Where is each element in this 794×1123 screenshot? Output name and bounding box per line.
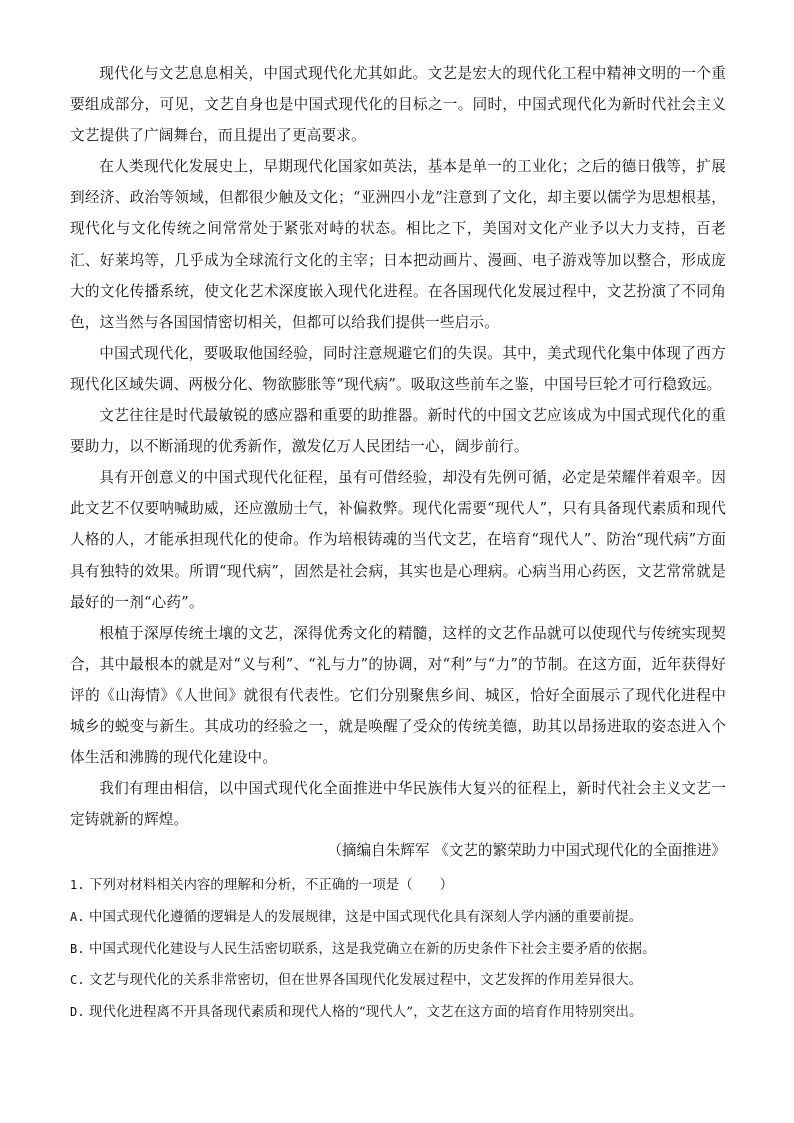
option-d	[70, 997, 726, 1029]
paragraph-2: 在人类现代化发展史上，早期现代化国家如英法，基本是单一的工业化；之后的德日俄等，扩展到经济、政治等领域，但都很少触及文化；“亚洲四小龙”注意到了文化，却主要以儒学为思想根基，现代化与文化传统之间常常处于紧张对峙的状态。相比之下，美国对文化产业予以大力支持，百老汇、好莱坞等，几乎成为全球流行文化的主宰；日本把动画片、漫画、电子游戏等加以整合，形成庞大的文化传播系统，使文化艺术深度嵌入现代化进程。在各国现代化发展过程中，文艺扮演了不同角色，这当然与各国国情密切相关，但都可以给我们提供一些启示。	[70, 158, 726, 331]
option-c	[70, 965, 726, 997]
article-body	[70, 58, 726, 866]
option-text: 现代化进程离不开具备现代素质和现代人格的“现代人”，文艺在这方面的培育作用特别突出。	[89, 1004, 643, 1020]
paragraph-4: 文艺往往是时代最敏锐的感应器和重要的助推器。新时代的中国文艺应该成为中国式现代化的重要助力，以不断涌现的优秀新作，激发亿万人民团结一心，阔步前行。	[70, 407, 726, 456]
option-text: 中国式现代化遵循的逻辑是人的发展规律，这是中国式现代化具有深刻人学内涵的重要前提。	[89, 910, 643, 926]
option-key: D.	[70, 1004, 85, 1019]
document-page	[70, 58, 726, 1028]
source-citation: （摘编自朱辉军 《文艺的繁荣助力中国式现代化的全面推进》	[327, 842, 726, 860]
option-key: C.	[70, 973, 85, 988]
paragraph-1: 现代化与文艺息息相关，中国式现代化尤其如此。文艺是宏大的现代化工程中精神文明的一个重要组成部分，可见，文艺自身也是中国式现代化的目标之一。同时，中国式现代化为新时代社会主义文艺提供了广阔舞台，而且提出了更高要求。	[70, 65, 726, 145]
option-key: A.	[70, 910, 85, 925]
option-text: 文艺与现代化的关系非常密切，但在世界各国现代化发展过程中，文艺发挥的作用差异很大。	[89, 973, 643, 989]
paragraph-3: 中国式现代化，要吸取他国经验，同时注意规避它们的失误。其中，美式现代化集中体现了西方现代化区域失调、两极分化、物欲膨胀等“现代病”。吸取这些前车之鉴，中国号巨轮才可行稳致远。	[70, 344, 726, 393]
question-1	[70, 870, 726, 1028]
option-a	[70, 902, 726, 934]
question-stem	[70, 870, 726, 902]
question-text: 下列对材料相关内容的理解和分析，不正确的一项是（ ）	[89, 878, 454, 894]
question-number: 1.	[70, 878, 85, 893]
option-key: B.	[70, 941, 85, 956]
option-b	[70, 934, 726, 966]
paragraph-5: 具有开创意义的中国式现代化征程，虽有可借经验，却没有先例可循，必定是荣耀伴着艰辛。因此文艺不仅要呐喊助威，还应激励士气，补偏救弊。现代化需要“现代人”，只有具备现代素质和现代人格的人，才能承担现代化的使命。作为培根铸魂的当代文艺，在培育“现代人”、防治“现代病”方面具有独特的效果。所谓“现代病”，固然是社会病，其实也是心理病。心病当用心药医，文艺常常就是最好的一剂“心药”。	[70, 469, 726, 611]
option-text: 中国式现代化建设与人民生活密切联系，这是我党确立在新的历史条件下社会主要矛盾的依据。	[89, 941, 656, 957]
paragraph-7: 我们有理由相信，以中国式现代化全面推进中华民族伟大复兴的征程上，新时代社会主义文艺一定铸就新的辉煌。	[70, 780, 726, 829]
paragraph-6: 根植于深厚传统土壤的文艺，深得优秀文化的精髓，这样的文艺作品就可以使现代与传统实现契合，其中最根本的就是对“义与利”、“礼与力”的协调，对“利”与“力”的节制。在这方面，近年获得好评的《山海情》《人世间》就很有代表性。它们分别聚焦乡间、城区，恰好全面展示了现代化进程中城乡的蜕变与新生。其成功的经验之一，就是唤醒了受众的传统美德，助其以昂扬进取的姿态进入个体生活和沸腾的现代化建设中。	[70, 624, 726, 767]
